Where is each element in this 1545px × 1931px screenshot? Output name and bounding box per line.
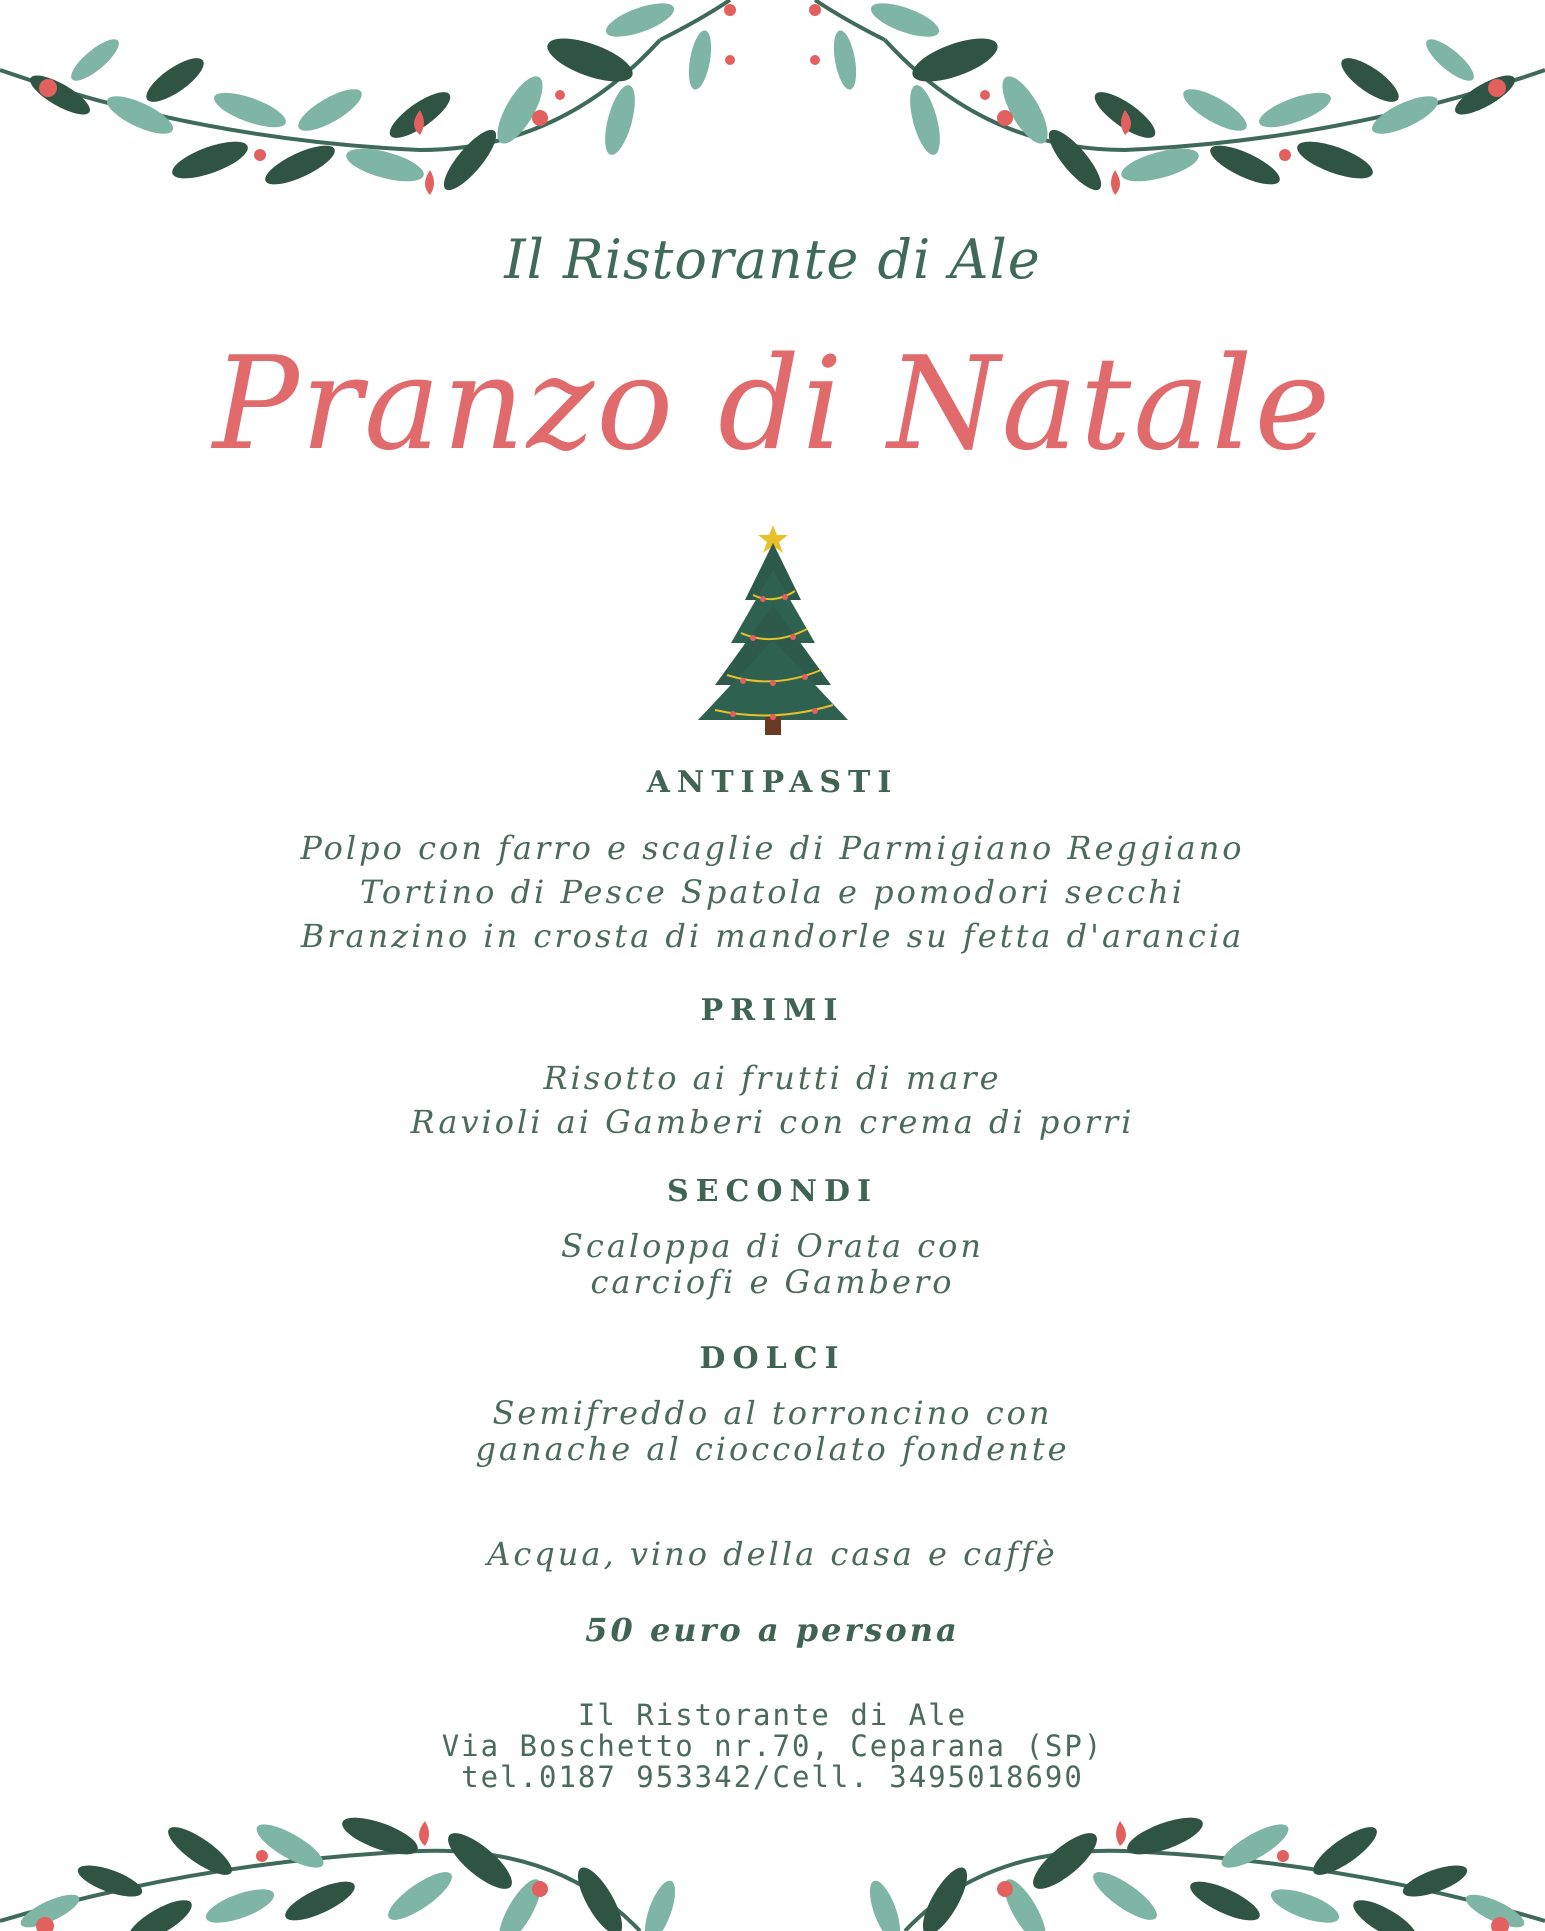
drinks-note: Acqua, vino della casa e caffè xyxy=(487,1535,1058,1573)
restaurant-name: Il Ristorante di Ale xyxy=(504,228,1041,291)
section-heading-secondi: SECONDI xyxy=(666,1174,878,1209)
dish-item: Branzino in crosta di mandorle su fetta d'arancia xyxy=(300,917,1245,955)
dish-list-secondi xyxy=(0,1228,1545,1300)
dish-item: Polpo con farro e scaglie di Parmigiano Reggiano xyxy=(300,829,1245,867)
price: 50 euro a persona xyxy=(585,1611,960,1649)
footer-phone: tel.0187 953342/Cell. 3495018690 xyxy=(461,1760,1084,1794)
garland-bottom xyxy=(0,1801,1545,1931)
dish-item: Ravioli ai Gamberi con crema di porri xyxy=(410,1103,1135,1141)
garland-top xyxy=(0,0,1545,215)
dish-list-dolci xyxy=(0,1395,1545,1467)
dish-item: Scaloppa di Orata con xyxy=(560,1227,985,1265)
footer-contact xyxy=(0,1700,1545,1793)
dish-list-primi xyxy=(0,1056,1545,1144)
footer-name: Il Ristorante di Ale xyxy=(577,1698,968,1732)
section-heading-primi: PRIMI xyxy=(700,993,845,1028)
dish-list-antipasti xyxy=(0,826,1545,958)
christmas-tree-icon xyxy=(693,525,853,735)
section-heading-dolci: DOLCI xyxy=(699,1341,846,1376)
menu-title: Pranzo di Natale xyxy=(212,330,1333,479)
section-heading-antipasti: ANTIPASTI xyxy=(646,765,899,800)
dish-item: ganache al cioccolato fondente xyxy=(475,1430,1070,1468)
dish-item: Risotto ai frutti di mare xyxy=(543,1059,1002,1097)
dish-item: Tortino di Pesce Spatola e pomodori secchi xyxy=(360,873,1185,911)
dish-item: carciofi e Gambero xyxy=(590,1263,955,1301)
dish-item: Semifreddo al torroncino con xyxy=(492,1394,1053,1432)
footer-address: Via Boschetto nr.70, Ceparana (SP) xyxy=(441,1729,1104,1763)
